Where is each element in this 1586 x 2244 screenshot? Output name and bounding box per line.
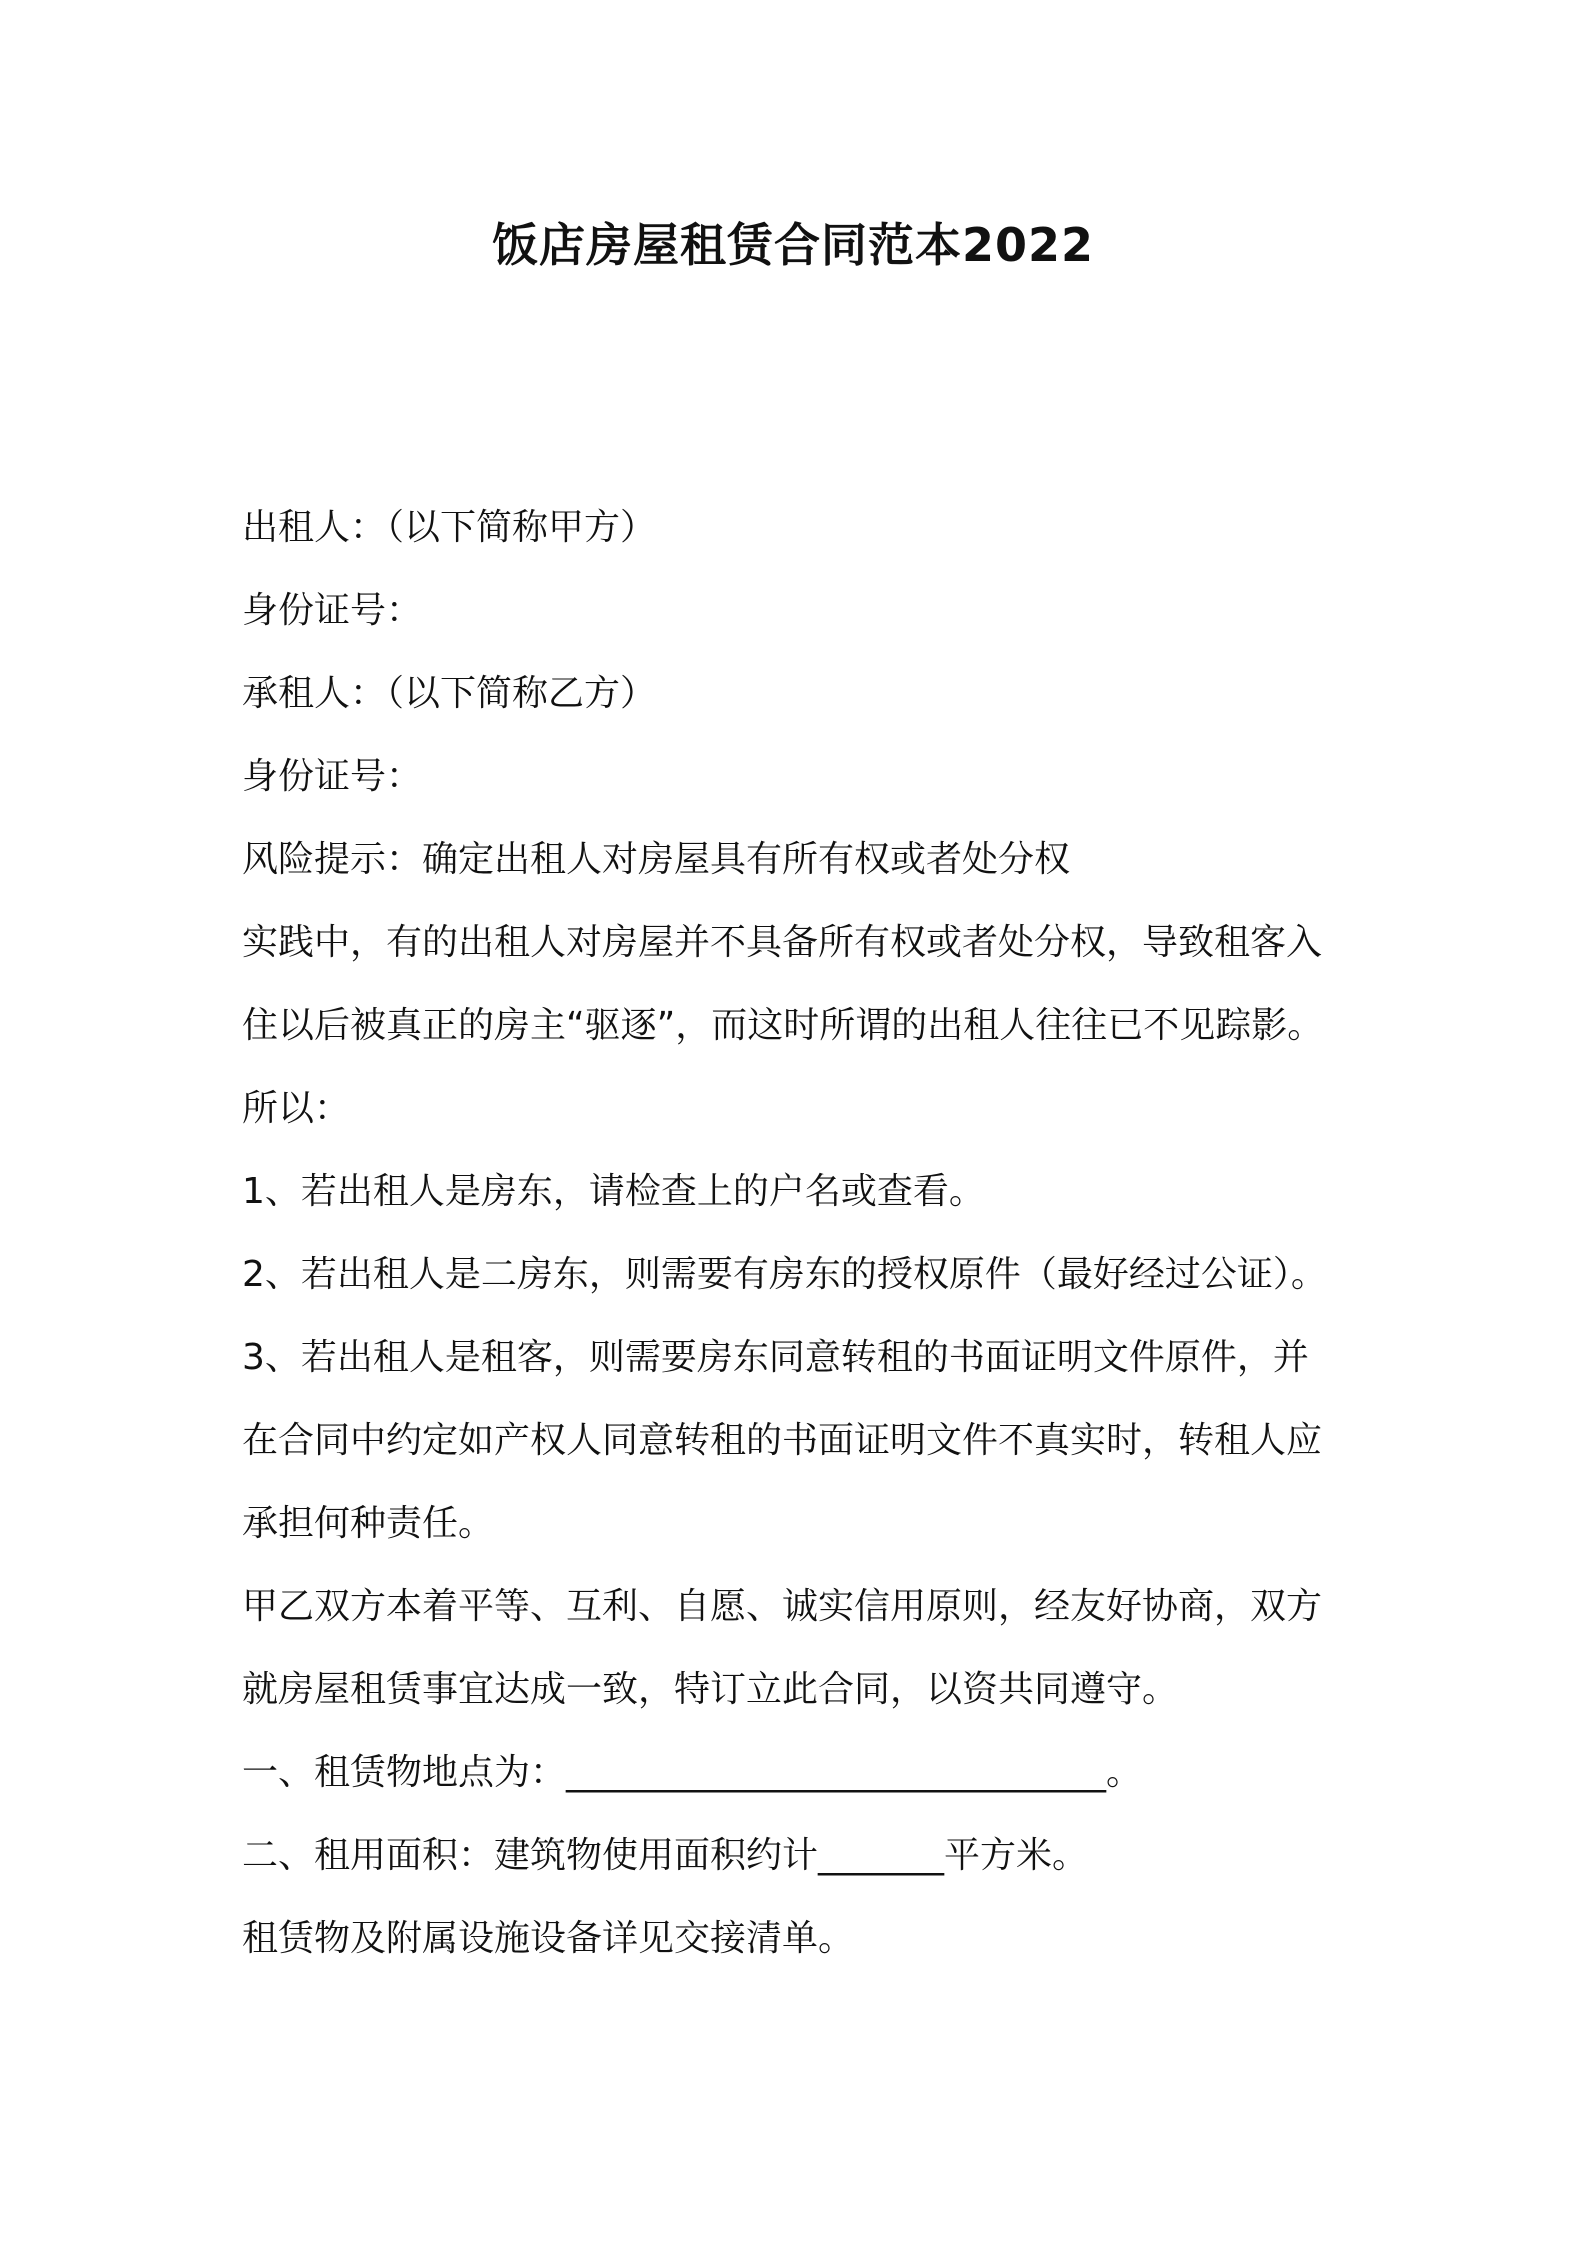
line-lessor: 出租人：（以下简称甲方） <box>242 507 657 548</box>
paragraph-line: 在合同中约定如产权人同意转租的书面证明文件不真实时，转租人应 <box>242 1420 1323 1461</box>
list-item-1: 1、若出租人是房东，请检查上的户名或查看。 <box>242 1171 985 1212</box>
paragraph-line: 住以后被真正的房主“驱逐”，而这时所谓的出租人往往已不见踪影。 <box>242 1005 1324 1046</box>
line-lessee: 承租人：（以下简称乙方） <box>242 673 657 714</box>
clause-area: 二、租用面积：建筑物使用面积约计_______平方米。 <box>242 1835 1089 1876</box>
document-title: 饭店房屋租赁合同范本2022 <box>491 218 1095 272</box>
list-item-3: 3、若出租人是租客，则需要房东同意转租的书面证明文件原件，并 <box>242 1337 1309 1378</box>
paragraph-line: 实践中，有的出租人对房屋并不具备所有权或者处分权，导致租客入 <box>242 922 1323 963</box>
line-lessor-id: 身份证号： <box>242 590 423 631</box>
line-risk-notice: 风险提示：确定出租人对房屋具有所有权或者处分权 <box>242 839 1071 880</box>
paragraph-line: 承担何种责任。 <box>242 1503 495 1544</box>
paragraph-line: 租赁物及附属设施设备详见交接清单。 <box>242 1918 855 1959</box>
line-lessee-id: 身份证号： <box>242 756 423 797</box>
paragraph-line: 甲乙双方本着平等、互利、自愿、诚实信用原则，经友好协商，双方 <box>242 1586 1323 1627</box>
list-item-2: 2、若出租人是二房东，则需要有房东的授权原件（最好经过公证）。 <box>242 1254 1327 1295</box>
paragraph-line: 就房屋租赁事宜达成一致，特订立此合同，以资共同遵守。 <box>242 1669 1179 1710</box>
document-body <box>242 486 1377 1980</box>
clause-location: 一、租赁物地点为：______________________________。 <box>242 1752 1143 1793</box>
paragraph-line: 所以： <box>242 1088 351 1129</box>
